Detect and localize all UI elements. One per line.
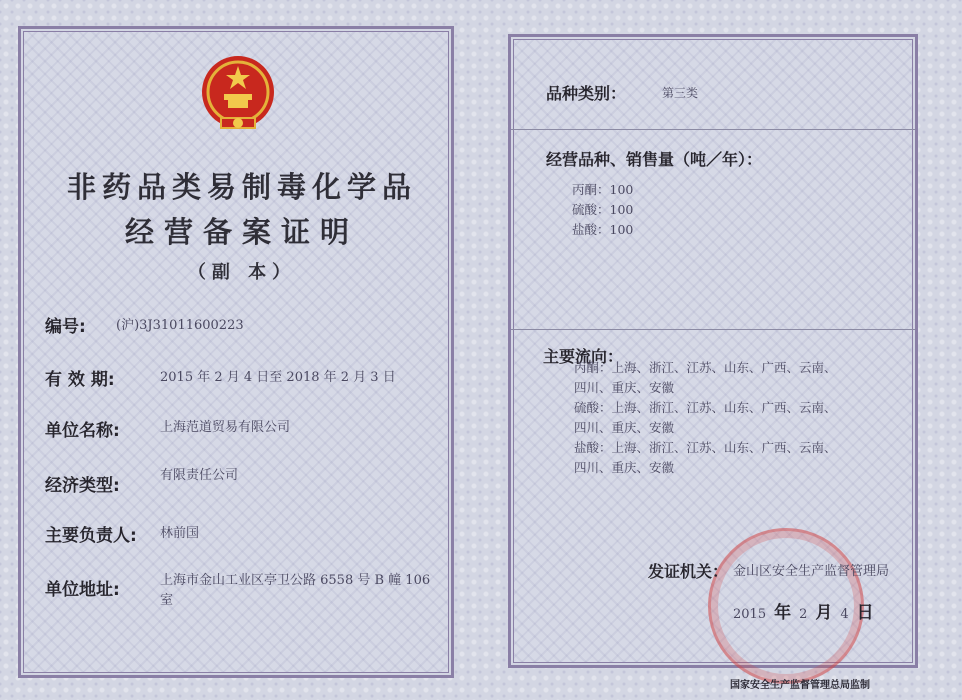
list-item: 丙酮：上海、浙江、江苏、山东、广西、云南、 xyxy=(574,360,837,375)
number-value: (沪)3J31011600223 xyxy=(116,318,244,333)
sales-list xyxy=(572,180,633,240)
issuer-label: 发证机关： xyxy=(648,562,729,581)
address-value: 上海市金山工业区亭卫公路 6558 号 B 幢 106 室 xyxy=(160,573,431,608)
list-item: 盐酸：上海、浙江、江苏、山东、广西、云南、 xyxy=(574,440,837,455)
certificate-title: 非药品类易制毒化学品 xyxy=(66,170,417,204)
list-item: 四川、重庆、安徽 xyxy=(574,460,675,475)
category-value: 第三类 xyxy=(662,86,699,100)
footer-issuer: 国家安全生产监督管理总局监制 xyxy=(730,680,870,691)
address-label: 单位地址: xyxy=(45,580,120,600)
issuer-value: 金山区安全生产监督管理局 xyxy=(733,564,890,579)
flow-list xyxy=(574,358,837,478)
company-value: 上海范道贸易有限公司 xyxy=(160,420,291,435)
list-item: 硫酸：100 xyxy=(572,202,634,217)
validity-value: 2015 年 2 月 4 日至 2018 年 2 月 3 日 xyxy=(160,370,396,385)
issue-day: 4 xyxy=(840,607,849,622)
issue-date xyxy=(733,598,882,623)
category-label: 品种类别： xyxy=(546,84,627,103)
list-item: 丙酮：100 xyxy=(572,182,634,197)
issue-month: 2 xyxy=(799,607,808,622)
copy-label: （副 本） xyxy=(187,262,297,283)
principal-value: 林前国 xyxy=(160,526,200,541)
certificate-subtitle: 经营备案证明 xyxy=(124,215,359,249)
principal-label: 主要负责人: xyxy=(45,526,137,546)
list-item: 硫酸：上海、浙江、江苏、山东、广西、云南、 xyxy=(574,400,837,415)
company-label: 单位名称: xyxy=(45,421,120,441)
flow-label: 主要流向： xyxy=(543,347,624,366)
list-item: 四川、重庆、安徽 xyxy=(574,420,675,435)
number-label: 编号: xyxy=(45,317,86,337)
econ-type-label: 经济类型: xyxy=(45,476,120,496)
month-unit: 月 xyxy=(815,603,833,623)
national-emblem-icon xyxy=(197,52,279,138)
list-item: 盐酸：100 xyxy=(572,222,634,237)
sales-label: 经营品种、销售量（吨／年）： xyxy=(546,150,763,169)
issue-year: 2015 xyxy=(733,607,767,622)
econ-type-value: 有限责任公司 xyxy=(160,468,239,483)
divider xyxy=(511,329,915,330)
divider xyxy=(511,129,915,130)
validity-label: 有 效 期: xyxy=(45,370,115,390)
year-unit: 年 xyxy=(774,603,792,623)
day-unit: 日 xyxy=(856,603,874,623)
list-item: 四川、重庆、安徽 xyxy=(574,380,675,395)
